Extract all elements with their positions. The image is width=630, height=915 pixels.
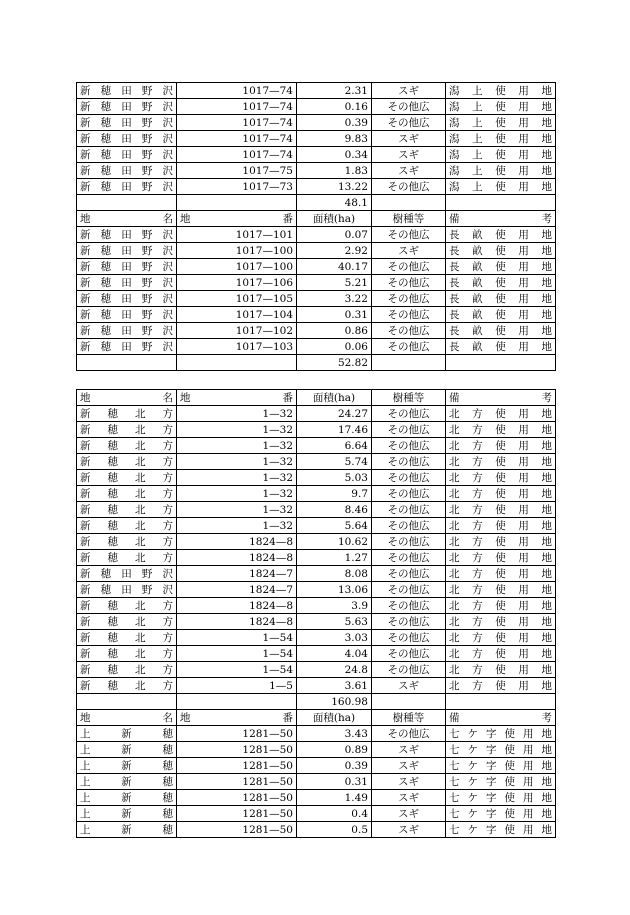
cell-lot-number: 1017—106 xyxy=(177,275,297,291)
cell-note: 北方使用地 xyxy=(446,614,556,630)
cell-place-name: 新穂北方 xyxy=(77,454,177,470)
cell-tree-type: スギ xyxy=(372,163,446,179)
table-row xyxy=(77,438,556,454)
cell-note: 北方使用地 xyxy=(446,502,556,518)
header-row xyxy=(77,390,556,406)
table-row xyxy=(77,259,556,275)
cell-place-name: 新穂田野沢 xyxy=(77,99,177,115)
cell-note: 潟上使用地 xyxy=(446,99,556,115)
cell-lot-number: 1—54 xyxy=(177,630,297,646)
cell-note: 長畝使用地 xyxy=(446,275,556,291)
cell-lot-number: 1824—7 xyxy=(177,566,297,582)
cell-lot-number: 1017—74 xyxy=(177,131,297,147)
cell-note: 北方使用地 xyxy=(446,566,556,582)
cell-tree-type: スギ xyxy=(372,774,446,790)
cell-tree-type: その他広 xyxy=(372,406,446,422)
cell-place-name: 新穂北方 xyxy=(77,550,177,566)
cell-lot-number: 1281—50 xyxy=(177,790,297,806)
header-lot: 地 番 xyxy=(177,710,297,726)
header-name: 地 名 xyxy=(77,710,177,726)
cell-note: 北方使用地 xyxy=(446,678,556,694)
cell-lot-number: 1—32 xyxy=(177,470,297,486)
cell-lot-number: 1—32 xyxy=(177,422,297,438)
cell-area: 24.27 xyxy=(297,406,372,422)
cell-lot-number: 1—32 xyxy=(177,518,297,534)
cell-place-name: 新穂北方 xyxy=(77,438,177,454)
cell-tree-type: その他広 xyxy=(372,486,446,502)
cell-lot-number: 1—32 xyxy=(177,486,297,502)
cell-place-name: 新穂田野沢 xyxy=(77,115,177,131)
cell-place-name: 新穂田野沢 xyxy=(77,323,177,339)
cell-note: 北方使用地 xyxy=(446,582,556,598)
table-row xyxy=(77,307,556,323)
table-row xyxy=(77,454,556,470)
subtotal-row xyxy=(77,355,556,371)
cell-lot-number: 1281—50 xyxy=(177,806,297,822)
table-row xyxy=(77,614,556,630)
cell-place-name: 上新穂 xyxy=(77,822,177,838)
cell-note: 長畝使用地 xyxy=(446,323,556,339)
cell-tree-type: その他広 xyxy=(372,115,446,131)
cell-empty xyxy=(77,195,177,211)
cell-lot-number: 1017—74 xyxy=(177,99,297,115)
cell-empty xyxy=(446,355,556,371)
cell-note: 潟上使用地 xyxy=(446,179,556,195)
cell-area: 1.83 xyxy=(297,163,372,179)
table-row xyxy=(77,275,556,291)
cell-area: 0.39 xyxy=(297,758,372,774)
cell-lot-number: 1281—50 xyxy=(177,742,297,758)
table-row xyxy=(77,534,556,550)
cell-subtotal: 52.82 xyxy=(297,355,372,371)
cell-lot-number: 1—32 xyxy=(177,502,297,518)
cell-area: 0.31 xyxy=(297,774,372,790)
cell-tree-type: スギ xyxy=(372,822,446,838)
cell-place-name: 新穂田野沢 xyxy=(77,307,177,323)
cell-lot-number: 1017—74 xyxy=(177,147,297,163)
cell-area: 5.03 xyxy=(297,470,372,486)
subtotal-row xyxy=(77,195,556,211)
cell-lot-number: 1017—103 xyxy=(177,339,297,355)
cell-tree-type: その他広 xyxy=(372,534,446,550)
cell-lot-number: 1017—75 xyxy=(177,163,297,179)
cell-empty xyxy=(177,195,297,211)
cell-area: 10.62 xyxy=(297,534,372,550)
cell-place-name: 新穂北方 xyxy=(77,534,177,550)
cell-area: 13.06 xyxy=(297,582,372,598)
cell-note: 七ケ字使用地 xyxy=(446,822,556,838)
header-row xyxy=(77,211,556,227)
cell-tree-type: スギ xyxy=(372,790,446,806)
cell-note: 北方使用地 xyxy=(446,550,556,566)
table-row xyxy=(77,662,556,678)
cell-empty xyxy=(446,694,556,710)
header-note: 備 考 xyxy=(446,390,556,406)
cell-subtotal: 160.98 xyxy=(297,694,372,710)
cell-lot-number: 1281—50 xyxy=(177,726,297,742)
cell-empty xyxy=(77,355,177,371)
cell-place-name: 新穂田野沢 xyxy=(77,147,177,163)
cell-area: 0.4 xyxy=(297,806,372,822)
cell-place-name: 上新穂 xyxy=(77,790,177,806)
cell-tree-type: スギ xyxy=(372,678,446,694)
cell-place-name: 上新穂 xyxy=(77,726,177,742)
cell-area: 8.46 xyxy=(297,502,372,518)
cell-lot-number: 1—32 xyxy=(177,454,297,470)
cell-tree-type: スギ xyxy=(372,742,446,758)
cell-tree-type: その他広 xyxy=(372,454,446,470)
cell-lot-number: 1—5 xyxy=(177,678,297,694)
cell-area: 9.7 xyxy=(297,486,372,502)
cell-tree-type: スギ xyxy=(372,83,446,99)
cell-tree-type: スギ xyxy=(372,147,446,163)
cell-lot-number: 1824—7 xyxy=(177,582,297,598)
cell-area: 3.9 xyxy=(297,598,372,614)
cell-lot-number: 1824—8 xyxy=(177,614,297,630)
table-row xyxy=(77,758,556,774)
cell-note: 潟上使用地 xyxy=(446,131,556,147)
cell-lot-number: 1017—102 xyxy=(177,323,297,339)
cell-lot-number: 1017—74 xyxy=(177,83,297,99)
cell-tree-type: その他広 xyxy=(372,726,446,742)
cell-tree-type: その他広 xyxy=(372,470,446,486)
table-row xyxy=(77,470,556,486)
table-row xyxy=(77,147,556,163)
cell-lot-number: 1—54 xyxy=(177,646,297,662)
cell-tree-type: スギ xyxy=(372,758,446,774)
cell-lot-number: 1824—8 xyxy=(177,534,297,550)
cell-tree-type: その他広 xyxy=(372,323,446,339)
cell-empty xyxy=(372,195,446,211)
cell-tree-type: スギ xyxy=(372,806,446,822)
cell-place-name: 新穂北方 xyxy=(77,646,177,662)
cell-note: 北方使用地 xyxy=(446,518,556,534)
header-type: 樹種等 xyxy=(372,710,446,726)
cell-tree-type: その他広 xyxy=(372,518,446,534)
cell-note: 長畝使用地 xyxy=(446,243,556,259)
cell-area: 8.08 xyxy=(297,566,372,582)
table-row xyxy=(77,566,556,582)
cell-place-name: 新穂北方 xyxy=(77,678,177,694)
cell-note: 潟上使用地 xyxy=(446,115,556,131)
cell-area: 4.04 xyxy=(297,646,372,662)
cell-area: 0.5 xyxy=(297,822,372,838)
table-row xyxy=(77,822,556,838)
table-row xyxy=(77,227,556,243)
cell-tree-type: その他広 xyxy=(372,291,446,307)
cell-lot-number: 1017—101 xyxy=(177,227,297,243)
cell-tree-type: その他広 xyxy=(372,598,446,614)
cell-tree-type: その他広 xyxy=(372,662,446,678)
table-row xyxy=(77,83,556,99)
cell-lot-number: 1—54 xyxy=(177,662,297,678)
cell-tree-type: その他広 xyxy=(372,438,446,454)
cell-place-name: 新穂田野沢 xyxy=(77,259,177,275)
cell-note: 北方使用地 xyxy=(446,534,556,550)
cell-subtotal: 48.1 xyxy=(297,195,372,211)
cell-area: 3.03 xyxy=(297,630,372,646)
cell-area: 5.21 xyxy=(297,275,372,291)
cell-lot-number: 1281—50 xyxy=(177,758,297,774)
cell-area: 0.34 xyxy=(297,147,372,163)
subtotal-row xyxy=(77,694,556,710)
table-row xyxy=(77,502,556,518)
cell-place-name: 新穂北方 xyxy=(77,406,177,422)
table-row xyxy=(77,550,556,566)
table-row xyxy=(77,323,556,339)
cell-place-name: 新穂田野沢 xyxy=(77,179,177,195)
cell-place-name: 新穂北方 xyxy=(77,614,177,630)
cell-empty xyxy=(177,355,297,371)
cell-note: 北方使用地 xyxy=(446,422,556,438)
cell-tree-type: スギ xyxy=(372,131,446,147)
table-row xyxy=(77,726,556,742)
cell-note: 潟上使用地 xyxy=(446,83,556,99)
cell-empty xyxy=(372,694,446,710)
header-lot: 地 番 xyxy=(177,211,297,227)
cell-tree-type: その他広 xyxy=(372,227,446,243)
cell-note: 長畝使用地 xyxy=(446,307,556,323)
header-name: 地 名 xyxy=(77,211,177,227)
cell-place-name: 新穂田野沢 xyxy=(77,339,177,355)
table-row xyxy=(77,291,556,307)
cell-tree-type: その他広 xyxy=(372,422,446,438)
cell-note: 七ケ字使用地 xyxy=(446,742,556,758)
cell-tree-type: その他広 xyxy=(372,179,446,195)
cell-lot-number: 1—32 xyxy=(177,438,297,454)
cell-place-name: 新穂田野沢 xyxy=(77,243,177,259)
cell-place-name: 新穂田野沢 xyxy=(77,582,177,598)
header-area: 面積(ha) xyxy=(297,211,372,227)
land-table-2 xyxy=(76,389,556,838)
cell-lot-number: 1017—74 xyxy=(177,115,297,131)
cell-area: 0.31 xyxy=(297,307,372,323)
cell-place-name: 新穂北方 xyxy=(77,486,177,502)
cell-note: 北方使用地 xyxy=(446,646,556,662)
cell-place-name: 新穂北方 xyxy=(77,502,177,518)
cell-lot-number: 1017—104 xyxy=(177,307,297,323)
cell-note: 北方使用地 xyxy=(446,662,556,678)
cell-area: 0.39 xyxy=(297,115,372,131)
cell-place-name: 新穂北方 xyxy=(77,630,177,646)
cell-note: 北方使用地 xyxy=(446,630,556,646)
table-row xyxy=(77,678,556,694)
cell-tree-type: その他広 xyxy=(372,614,446,630)
cell-lot-number: 1824—8 xyxy=(177,598,297,614)
cell-area: 0.16 xyxy=(297,99,372,115)
cell-tree-type: その他広 xyxy=(372,630,446,646)
cell-place-name: 新穂田野沢 xyxy=(77,227,177,243)
cell-note: 七ケ字使用地 xyxy=(446,758,556,774)
table-row xyxy=(77,646,556,662)
header-type: 樹種等 xyxy=(372,211,446,227)
cell-area: 13.22 xyxy=(297,179,372,195)
header-note: 備 考 xyxy=(446,710,556,726)
cell-place-name: 新穂田野沢 xyxy=(77,131,177,147)
table-row xyxy=(77,131,556,147)
table-row xyxy=(77,774,556,790)
cell-place-name: 上新穂 xyxy=(77,758,177,774)
header-row xyxy=(77,710,556,726)
cell-place-name: 上新穂 xyxy=(77,742,177,758)
cell-note: 長畝使用地 xyxy=(446,227,556,243)
table-row xyxy=(77,598,556,614)
cell-tree-type: その他広 xyxy=(372,275,446,291)
table-row xyxy=(77,790,556,806)
table-row xyxy=(77,518,556,534)
cell-note: 北方使用地 xyxy=(446,454,556,470)
cell-tree-type: その他広 xyxy=(372,307,446,323)
cell-area: 5.74 xyxy=(297,454,372,470)
table-row xyxy=(77,806,556,822)
table-row xyxy=(77,486,556,502)
cell-empty xyxy=(77,694,177,710)
cell-empty xyxy=(177,694,297,710)
cell-empty xyxy=(372,355,446,371)
cell-note: 長畝使用地 xyxy=(446,259,556,275)
cell-tree-type: その他広 xyxy=(372,339,446,355)
header-area: 面積(ha) xyxy=(297,710,372,726)
cell-place-name: 上新穂 xyxy=(77,774,177,790)
table-row xyxy=(77,339,556,355)
header-name: 地 名 xyxy=(77,390,177,406)
cell-area: 6.64 xyxy=(297,438,372,454)
table-row xyxy=(77,163,556,179)
cell-area: 9.83 xyxy=(297,131,372,147)
cell-note: 潟上使用地 xyxy=(446,147,556,163)
cell-tree-type: その他広 xyxy=(372,550,446,566)
cell-area: 5.64 xyxy=(297,518,372,534)
cell-note: 七ケ字使用地 xyxy=(446,806,556,822)
header-note: 備 考 xyxy=(446,211,556,227)
cell-note: 七ケ字使用地 xyxy=(446,726,556,742)
cell-tree-type: その他広 xyxy=(372,99,446,115)
header-type: 樹種等 xyxy=(372,390,446,406)
cell-place-name: 新穂北方 xyxy=(77,598,177,614)
cell-place-name: 新穂北方 xyxy=(77,662,177,678)
cell-area: 2.31 xyxy=(297,83,372,99)
cell-area: 24.8 xyxy=(297,662,372,678)
cell-place-name: 新穂北方 xyxy=(77,470,177,486)
cell-tree-type: その他広 xyxy=(372,582,446,598)
cell-note: 北方使用地 xyxy=(446,438,556,454)
cell-tree-type: その他広 xyxy=(372,502,446,518)
cell-note: 長畝使用地 xyxy=(446,339,556,355)
cell-note: 北方使用地 xyxy=(446,598,556,614)
cell-area: 40.17 xyxy=(297,259,372,275)
cell-place-name: 新穂田野沢 xyxy=(77,566,177,582)
cell-lot-number: 1017—100 xyxy=(177,259,297,275)
cell-area: 3.22 xyxy=(297,291,372,307)
cell-note: 七ケ字使用地 xyxy=(446,774,556,790)
table-row xyxy=(77,422,556,438)
cell-area: 0.86 xyxy=(297,323,372,339)
cell-lot-number: 1017—73 xyxy=(177,179,297,195)
land-table-1 xyxy=(76,82,556,371)
cell-area: 1.27 xyxy=(297,550,372,566)
cell-place-name: 新穂田野沢 xyxy=(77,163,177,179)
cell-area: 0.89 xyxy=(297,742,372,758)
cell-lot-number: 1824—8 xyxy=(177,550,297,566)
header-lot: 地 番 xyxy=(177,390,297,406)
cell-note: 潟上使用地 xyxy=(446,163,556,179)
cell-tree-type: その他広 xyxy=(372,646,446,662)
table-row xyxy=(77,406,556,422)
table-row xyxy=(77,179,556,195)
cell-place-name: 新穂田野沢 xyxy=(77,275,177,291)
cell-area: 3.43 xyxy=(297,726,372,742)
cell-note: 長畝使用地 xyxy=(446,291,556,307)
cell-lot-number: 1017—100 xyxy=(177,243,297,259)
cell-lot-number: 1281—50 xyxy=(177,774,297,790)
cell-tree-type: その他広 xyxy=(372,566,446,582)
cell-area: 5.63 xyxy=(297,614,372,630)
cell-place-name: 上新穂 xyxy=(77,806,177,822)
table-row xyxy=(77,99,556,115)
cell-lot-number: 1017—105 xyxy=(177,291,297,307)
cell-empty xyxy=(446,195,556,211)
table-row xyxy=(77,582,556,598)
cell-tree-type: スギ xyxy=(372,243,446,259)
table-row xyxy=(77,243,556,259)
cell-area: 0.06 xyxy=(297,339,372,355)
cell-note: 七ケ字使用地 xyxy=(446,790,556,806)
cell-note: 北方使用地 xyxy=(446,486,556,502)
cell-lot-number: 1281—50 xyxy=(177,822,297,838)
cell-area: 17.46 xyxy=(297,422,372,438)
table-row xyxy=(77,630,556,646)
table-row xyxy=(77,115,556,131)
table-row xyxy=(77,742,556,758)
header-area: 面積(ha) xyxy=(297,390,372,406)
cell-area: 2.92 xyxy=(297,243,372,259)
cell-note: 北方使用地 xyxy=(446,470,556,486)
cell-area: 0.07 xyxy=(297,227,372,243)
cell-tree-type: その他広 xyxy=(372,259,446,275)
cell-place-name: 新穂北方 xyxy=(77,422,177,438)
cell-place-name: 新穂田野沢 xyxy=(77,291,177,307)
cell-place-name: 新穂田野沢 xyxy=(77,83,177,99)
cell-note: 北方使用地 xyxy=(446,406,556,422)
cell-area: 3.61 xyxy=(297,678,372,694)
cell-place-name: 新穂北方 xyxy=(77,518,177,534)
cell-lot-number: 1—32 xyxy=(177,406,297,422)
cell-area: 1.49 xyxy=(297,790,372,806)
